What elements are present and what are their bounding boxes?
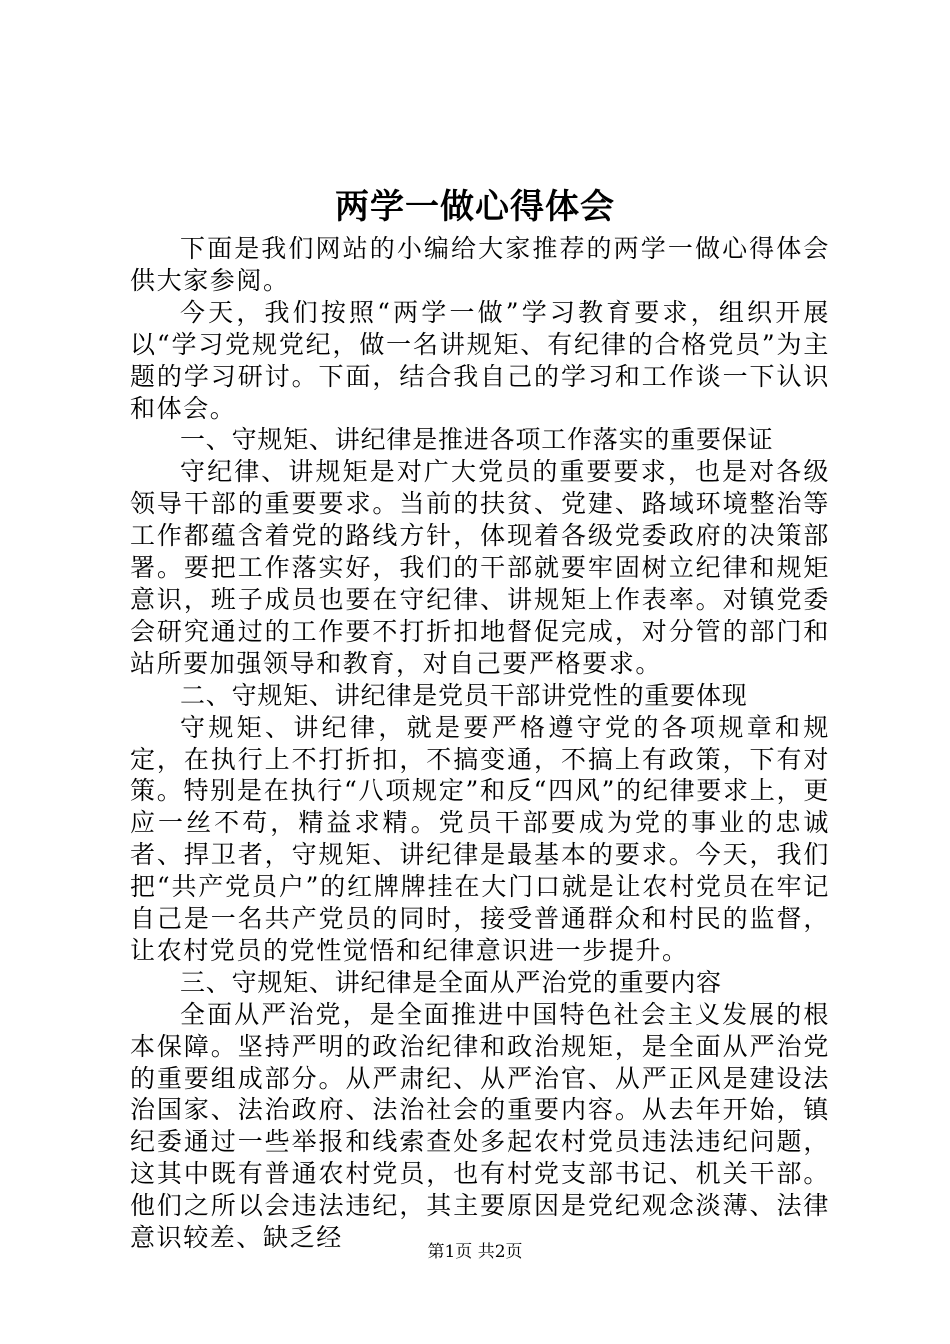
opening-paragraph: 今天，我们按照“两学一做”学习教育要求，组织开展以“学习党规党纪，做一名讲规矩、有纪律的合格党员”为主题的学习研讨。下面，结合我自己的学习和工作谈一下认识和体会。 bbox=[130, 297, 830, 423]
section-heading-3: 三、守规矩、讲纪律是全面从严治党的重要内容 bbox=[180, 967, 722, 997]
section-heading-2: 二、守规矩、讲纪律是党员干部讲党性的重要体现 bbox=[180, 680, 748, 710]
section-heading-1: 一、守规矩、讲纪律是推进各项工作落实的重要保证 bbox=[180, 425, 774, 455]
section-paragraph-3: 全面从严治党，是全面推进中国特色社会主义发展的根本保障。坚持严明的政治纪律和政治规矩，是全面从严治党的重要组成部分。从严肃纪、从严治官、从严正风是建设法治国家、法治政府、法治社会的重要内容。从去年开始，镇纪委通过一些举报和线索查处多起农村党员违法违纪问题，这其中既有普通农村党员，也有村党支部书记、机关干部。他们之所以会违法违纪，其主要原因是党纪观念淡薄、法律意识较差、缺乏经 bbox=[130, 999, 830, 1253]
page-footer: 第1页 共2页 bbox=[427, 1242, 523, 1262]
document-title: 两学一做心得体会 bbox=[335, 187, 615, 227]
document-body bbox=[130, 233, 830, 1254]
intro-paragraph: 下面是我们网站的小编给大家推荐的两学一做心得体会供大家参阅。 bbox=[130, 234, 830, 295]
section-paragraph-1: 守纪律、讲规矩是对广大党员的重要要求，也是对各级领导干部的重要要求。当前的扶贫、党建、路域环境整治等工作都蕴含着党的路线方针，体现着各级党委政府的决策部署。要把工作落实好，我们的干部就要牢固树立纪律和规矩意识，班子成员也要在守纪律、讲规矩上作表率。对镇党委会研究通过的工作要不打折扣地督促完成，对分管的部门和站所要加强领导和教育，对自己要严格要求。 bbox=[130, 457, 830, 678]
section-paragraph-2: 守规矩、讲纪律，就是要严格遵守党的各项规章和规定，在执行上不打折扣，不搞变通，不搞上有政策，下有对策。特别是在执行“八项规定”和反“四风”的纪律要求上，更应一丝不苟，精益求精。党员干部要成为党的事业的忠诚者、捍卫者，守规矩、讲纪律是最基本的要求。今天，我们把“共产党员户”的红牌牌挂在大门口就是让农村党员在牢记自己是一名共产党员的同时，接受普通群众和村民的监督，让农村党员的党性觉悟和纪律意识进一步提升。 bbox=[130, 712, 830, 965]
